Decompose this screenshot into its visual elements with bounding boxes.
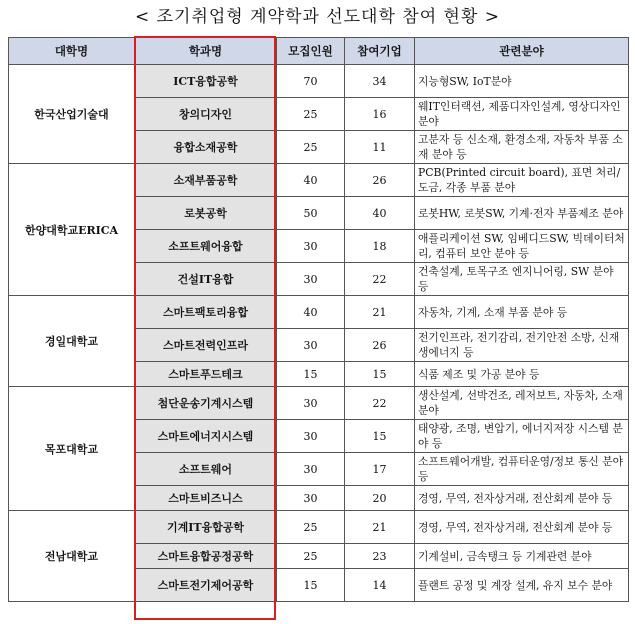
recruit-cell: 40 <box>277 296 345 329</box>
companies-cell: 40 <box>345 197 415 230</box>
companies-cell: 23 <box>345 544 415 569</box>
companies-cell: 16 <box>345 98 415 131</box>
dept-cell: ICT융합공학 <box>135 65 277 98</box>
companies-cell: 18 <box>345 230 415 263</box>
header-companies: 참여기업 <box>345 38 415 65</box>
dept-cell: 스마트전기제어공학 <box>135 569 277 602</box>
header-univ: 대학명 <box>9 38 135 65</box>
recruit-cell: 15 <box>277 569 345 602</box>
dept-cell: 스마트전력인프라 <box>135 329 277 362</box>
dept-cell: 스마트팩토리융합 <box>135 296 277 329</box>
field-cell: 경영, 무역, 전자상거래, 전산회계 분야 등 <box>415 486 629 511</box>
recruit-cell: 25 <box>277 98 345 131</box>
companies-cell: 20 <box>345 486 415 511</box>
field-cell: 애플리케이션 SW, 임베디드SW, 빅데이터처리, 컴퓨터 보안 분야 등 <box>415 230 629 263</box>
field-cell: 경영, 무역, 전자상거래, 전산회계 분야 등 <box>415 511 629 544</box>
field-cell: 소프트웨어개발, 컴퓨터운영/정보 통신 분야 등 <box>415 453 629 486</box>
recruit-cell: 50 <box>277 197 345 230</box>
univ-cell: 한국산업기술대 <box>9 65 135 164</box>
field-cell: 생산설계, 선박건조, 레저보트, 자동차, 소재 분야 <box>415 387 629 420</box>
field-cell: 웨IT인터랙션, 제품디자인설계, 영상디자인분야 <box>415 98 629 131</box>
dept-cell: 융합소재공학 <box>135 131 277 164</box>
field-cell: 건축설계, 토목구조 엔지니어링, SW 분야 등 <box>415 263 629 296</box>
univ-cell: 목포대학교 <box>9 387 135 511</box>
page-title: < 조기취업형 계약학과 선도대학 참여 현황 > <box>134 7 501 27</box>
field-cell: 로봇HW, 로봇SW, 기계·전자 부품제조 분야 <box>415 197 629 230</box>
recruit-cell: 25 <box>277 511 345 544</box>
table-row <box>9 296 629 329</box>
recruit-cell: 30 <box>277 329 345 362</box>
recruit-cell: 30 <box>277 486 345 511</box>
recruit-cell: 25 <box>277 544 345 569</box>
companies-cell: 34 <box>345 65 415 98</box>
field-cell: 지능형SW, IoT분야 <box>415 65 629 98</box>
companies-cell: 22 <box>345 263 415 296</box>
participation-table <box>8 37 629 602</box>
table-row <box>9 387 629 420</box>
recruit-cell: 15 <box>277 362 345 387</box>
table-row <box>9 511 629 544</box>
companies-cell: 15 <box>345 420 415 453</box>
companies-cell: 22 <box>345 387 415 420</box>
field-cell: 전기인프라, 전기감리, 전기안전 소방, 신재생에너지 등 <box>415 329 629 362</box>
field-cell: 플랜트 공정 및 계장 설계, 유지 보수 분야 <box>415 569 629 602</box>
field-cell: 식품 제조 및 가공 분야 등 <box>415 362 629 387</box>
dept-cell: 로봇공학 <box>135 197 277 230</box>
dept-cell: 스마트비즈니스 <box>135 486 277 511</box>
companies-cell: 21 <box>345 296 415 329</box>
dept-cell: 건설IT융합 <box>135 263 277 296</box>
companies-cell: 15 <box>345 362 415 387</box>
table-row <box>9 164 629 197</box>
univ-cell: 경일대학교 <box>9 296 135 387</box>
field-cell: 고분자 등 신소재, 환경소재, 자동차 부품 소재 분야 등 <box>415 131 629 164</box>
dept-cell: 소프트웨어융합 <box>135 230 277 263</box>
companies-cell: 17 <box>345 453 415 486</box>
recruit-cell: 30 <box>277 263 345 296</box>
recruit-cell: 70 <box>277 65 345 98</box>
dept-cell: 스마트에너지시스템 <box>135 420 277 453</box>
field-cell: 기계설비, 금속탱크 등 기계관련 분야 <box>415 544 629 569</box>
dept-cell: 기계IT융합공학 <box>135 511 277 544</box>
companies-cell: 11 <box>345 131 415 164</box>
header-row <box>9 38 629 65</box>
field-cell: PCB(Printed circuit board), 표면 처리/도금, 각종 부품 분야 <box>415 164 629 197</box>
dept-cell: 소프트웨어 <box>135 453 277 486</box>
table-row <box>9 65 629 98</box>
recruit-cell: 30 <box>277 453 345 486</box>
field-cell: 자동차, 기계, 소재 부품 분야 등 <box>415 296 629 329</box>
header-field: 관련분야 <box>415 38 629 65</box>
dept-cell: 스마트융합공정공학 <box>135 544 277 569</box>
companies-cell: 14 <box>345 569 415 602</box>
dept-cell: 소재부품공학 <box>135 164 277 197</box>
dept-cell: 스마트푸드테크 <box>135 362 277 387</box>
univ-cell: 한양대학교ERICA <box>9 164 135 296</box>
dept-cell: 첨단운송기계시스템 <box>135 387 277 420</box>
recruit-cell: 40 <box>277 164 345 197</box>
companies-cell: 26 <box>345 164 415 197</box>
field-cell: 태양광, 조명, 변압기, 에너지저장 시스템 분야 등 <box>415 420 629 453</box>
header-dept: 학과명 <box>135 38 277 65</box>
recruit-cell: 30 <box>277 387 345 420</box>
companies-cell: 26 <box>345 329 415 362</box>
univ-cell: 전남대학교 <box>9 511 135 602</box>
companies-cell: 21 <box>345 511 415 544</box>
recruit-cell: 30 <box>277 230 345 263</box>
dept-cell: 창의디자인 <box>135 98 277 131</box>
header-recruit: 모집인원 <box>277 38 345 65</box>
recruit-cell: 30 <box>277 420 345 453</box>
recruit-cell: 25 <box>277 131 345 164</box>
